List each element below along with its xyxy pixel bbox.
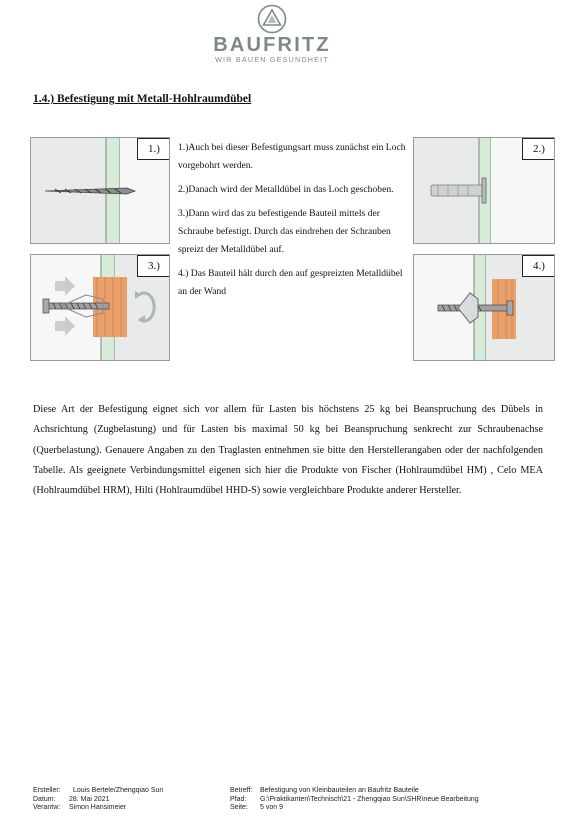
footer-verantw-label: Verantw: [33, 804, 61, 812]
footer-datum: 28. Mai 2021 [69, 795, 110, 803]
brand-name: BAUFRITZ [213, 34, 331, 56]
step-label-3: 3.) [137, 255, 170, 277]
step-text-3: 3.)Dann wird das zu befestigende Bauteil mittels der Schraube befestigt. Durch das eindrehen der Schrauben spreizt der Metalldübel auf. [178, 208, 391, 255]
footer-betreff: Befestigung von Kleinbauteilen an Baufritz Bauteile [260, 787, 419, 794]
illustration-step-2 [413, 137, 555, 244]
footer-ersteller-label: Ersteller: [33, 787, 61, 794]
step-descriptions [178, 139, 410, 307]
footer-verantw: Simon Hansimeier [69, 804, 127, 812]
footer-seite: 5 von 9 [260, 804, 283, 812]
step-text-4: 4.) Das Bauteil hält durch den auf gespreizten Metalldübel an der Wand [178, 268, 403, 297]
illustration-step-3 [30, 254, 170, 361]
baufritz-logo [205, 4, 339, 74]
section-heading: 1.4.) Befestigung mit Metall-Hohlraumdübel [33, 93, 252, 105]
body-paragraph: Diese Art der Befestigung eignet sich vor allem für Lasten bis höchstens 25 kg bei Beanspruchung des Dübels in Achsrichtung (Zugbelastung) und für Lasten bis maximal 50 kg bei Beanspruchung senkrecht zur Schraubenachse (Querbelastung). Genauere Angaben zu den Traglasten entnehmen sie bitte den Herstellerangaben oder der nachfolgenden Tabelle. Als geeignete Verbindungsmittel eigenen sich hier die Produkte von Fischer (Hohlraumdübel HM) , Celo MEA (Hohlraumdübel HRM), Hilti (Hohlraumdübel HHD-S) sowie vergleichbare Produkte anderer Hersteller. [33, 404, 543, 497]
illustration-step-1 [30, 137, 170, 244]
step-label-4: 4.) [522, 255, 555, 277]
footer-ersteller: Louis Bertele/Zhengqiao Sun [73, 787, 164, 794]
footer-pfad-label: Pfad: [230, 795, 247, 803]
triangle-logo-icon [257, 4, 287, 34]
footer-datum-label: Datum: [33, 795, 56, 803]
step-label-2: 2.) [522, 138, 555, 160]
step-text-1: 1.)Auch bei dieser Befestigungsart muss zunächst ein Loch vorgebohrt werden. [178, 142, 406, 171]
footer-seite-label: Seite: [230, 804, 248, 812]
footer-pfad: G:\Praktikanten\Technisch\21 - Zhengqiao Sun\SHR\neue Bearbeitung [260, 795, 479, 803]
step-text-2: 2.)Danach wird der Metalldübel in das Loch geschoben. [178, 184, 394, 195]
footer-betreff-label: Betreff: [230, 787, 253, 794]
step-label-1: 1.) [137, 138, 170, 160]
brand-tagline: WIR BAUEN GESUNDHEIT [215, 55, 329, 64]
illustration-step-4 [413, 254, 555, 361]
